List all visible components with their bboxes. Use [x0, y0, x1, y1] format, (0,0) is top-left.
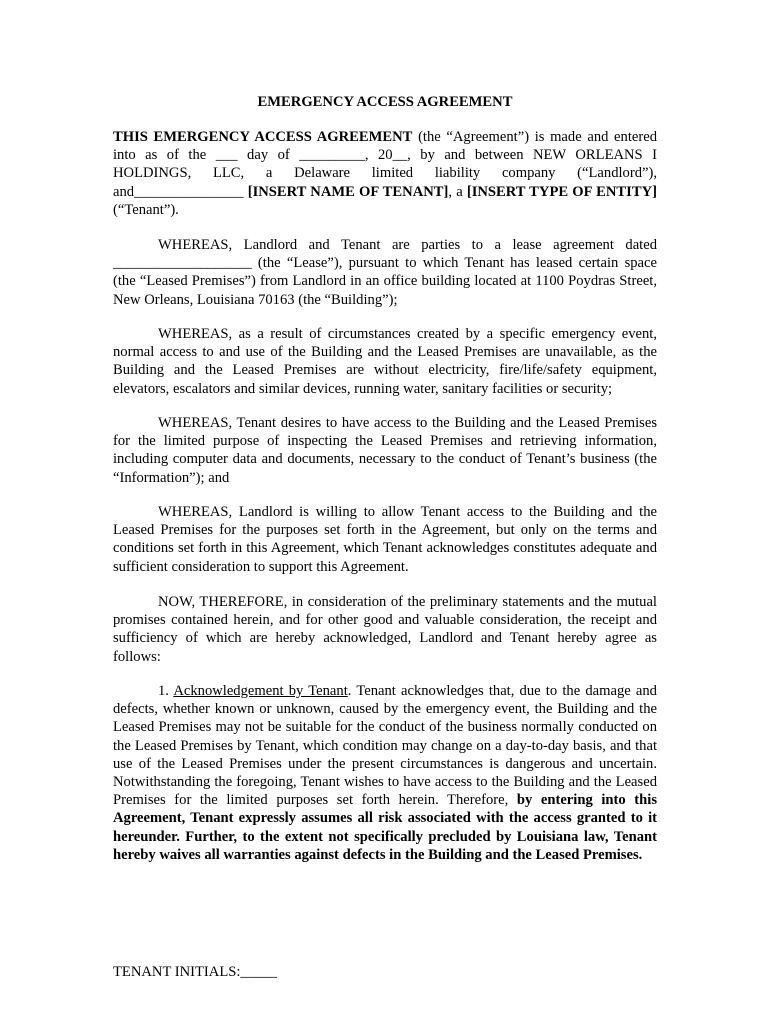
whereas-paragraph-4: WHEREAS, Landlord is willing to allow Tenant access to the Building and the Leased Premises for the purposes set forth in the Agreement, but only on the terms and conditions set forth in this Agreement, which Tenant acknowledges constitutes adequate and sufficient consideration to support this Agreement.	[113, 504, 657, 575]
whereas-paragraph-3: WHEREAS, Tenant desires to have access to the Building and the Leased Premises for the limited purpose of inspecting the Leased Premises and retrieving information, including computer data and documents, necessary to the conduct of Tenant’s business (the “Information”); and	[113, 415, 657, 486]
document-title: EMERGENCY ACCESS AGREEMENT	[257, 94, 513, 110]
now-therefore-paragraph: NOW, THEREFORE, in consideration of the preliminary statements and the mutual promises contained herein, and for other good and valuable consideration, the receipt and sufficiency of which are hereby acknowledged, Landlord and Tenant hereby agree as follows:	[113, 594, 657, 665]
intro-text-2: , a	[448, 183, 467, 200]
intro-text-3: (“Tenant”).	[113, 201, 179, 218]
entity-type-placeholder: [INSERT TYPE OF ENTITY]	[466, 183, 657, 200]
tenant-initials-footer: TENANT INITIALS:_____	[113, 964, 277, 980]
section-1-text: . Tenant acknowledges that, due to the damage and defects, whether known or unknown, caused by the emergency event, the Building and the Leased Premises may not be suitable for the conduct of the business normally conducted on the Leased Premises by Tenant, which condition may change on a day-to-day basis, and that use of the Leased Premises under the present circumstances is dangerous and uncertain. Notwithstanding the foregoing, Tenant wishes to have access to the Building and the Leased Premises for the limited purposes set forth herein. Therefore,	[113, 683, 657, 809]
whereas-paragraph-1: WHEREAS, Landlord and Tenant are parties to a lease agreement dated ___________________ (the “Lease”), pursuant to which Tenant has leased certain space (the “Leased Premises”) from Landlord in an office building located at 1100 Poydras Street, New Orleans, Louisiana 70163 (the “Building”);	[113, 237, 657, 308]
intro-text-1: (the “Agreement”) is made and entered into as of the ___ day of _________, 20__, by and between NEW ORLEANS I HOLDINGS, LLC, a Delaware limited liability company (“Landlord”), and_______________	[113, 129, 657, 200]
tenant-name-placeholder: [INSERT NAME OF TENANT]	[247, 183, 449, 200]
section-1-bold-text: by entering into this Agreement, Tenant expressly assumes all risk associated with the access granted to it hereunder. Further, to the extent not specifically precluded by Louisiana law, Tenant hereby waives all warranties against defects in the Building and the Leased Premises.	[113, 792, 657, 863]
whereas-paragraph-2: WHEREAS, as a result of circumstances created by a specific emergency event, normal access to and use of the Building and the Leased Premises are unavailable, as the Building and the Leased Premises are without electricity, fire/life/safety equipment, elevators, escalators and similar devices, running water, sanitary facilities or security;	[113, 326, 657, 397]
intro-paragraph	[113, 128, 657, 219]
section-1-heading: Acknowledgement by Tenant	[173, 683, 348, 699]
section-1-number: 1.	[158, 683, 174, 699]
section-1-paragraph	[113, 682, 657, 864]
intro-lead: THIS EMERGENCY ACCESS AGREEMENT	[113, 129, 413, 145]
